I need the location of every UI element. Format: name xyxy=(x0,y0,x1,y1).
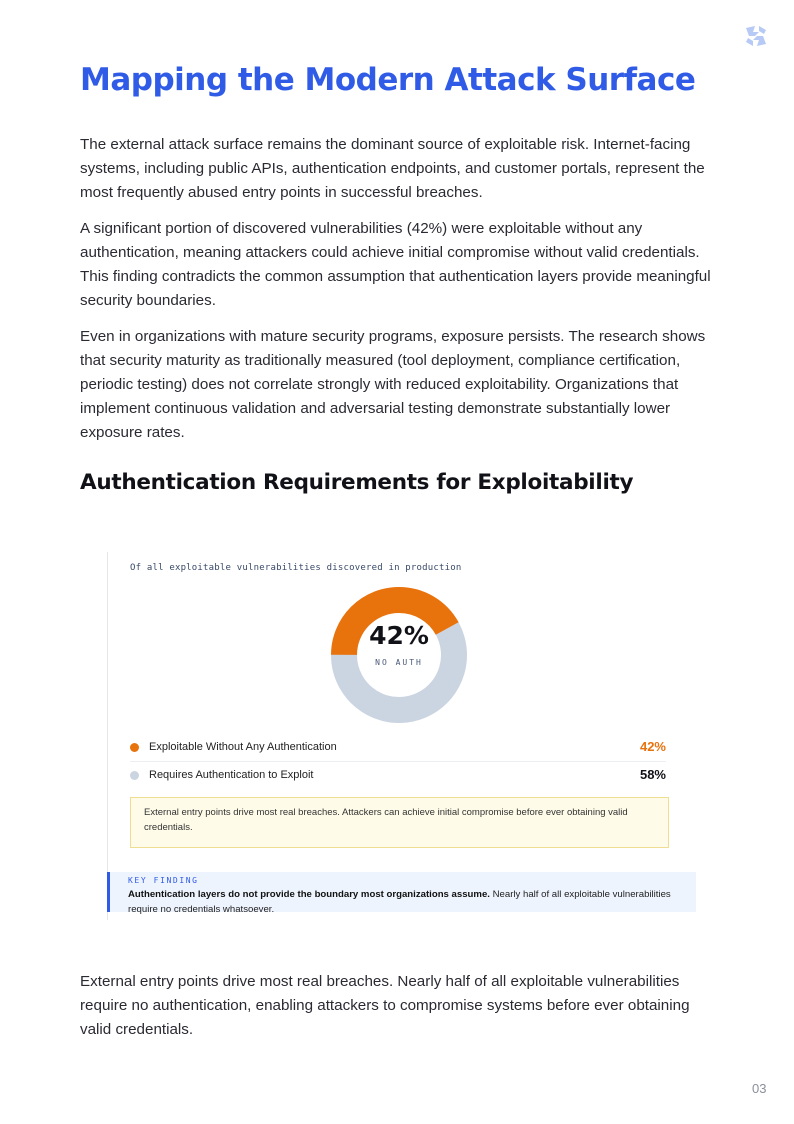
paragraph-2: A significant portion of discovered vulnerabilities (42%) were exploitable without any authentication, meaning attackers could achieve initial compromise without valid credentials. This finding contradicts the common assumption that authentication layers provide meaningful security boundaries. xyxy=(80,220,711,309)
chart-caption: Of all exploitable vulnerabilities discovered in production xyxy=(130,563,462,573)
legend-value: 58% xyxy=(639,767,666,782)
closing-paragraph: External entry points drive most real breaches. Nearly half of all exploitable vulnerabilities require no authentication, enabling attackers to compromise systems before ever obtaining valid credentials. xyxy=(80,973,690,1038)
legend-row-requires-auth xyxy=(130,763,666,789)
key-finding-bold: Authentication layers do not provide the boundary most organizations assume. xyxy=(128,889,490,900)
legend-dot-orange xyxy=(130,743,139,752)
donut-center-label: NO AUTH xyxy=(375,658,423,667)
page-number: 03 xyxy=(752,1081,767,1096)
paragraph-1: The external attack surface remains the dominant source of exploitable risk. Internet-facing systems, including public APIs, authentication endpoints, and customer portals, represent the most frequently abused entry points in successful breaches. xyxy=(80,136,705,201)
chart-panel xyxy=(107,552,688,920)
key-finding-label: KEY FINDING xyxy=(128,876,199,885)
donut-svg xyxy=(330,586,468,724)
donut-center-value: 42% xyxy=(369,621,429,650)
section-heading: Authentication Requirements for Exploitability xyxy=(80,470,634,495)
paragraph-3: Even in organizations with mature security programs, exposure persists. The research shows that security maturity as traditionally measured (tool deployment, compliance certification, periodic testing) does not correlate strongly with reduced exploitability. Organizations that implement continuous validation and adversarial testing demonstrate substantially lower exposure rates. xyxy=(80,328,706,441)
legend-label: Requires Authentication to Exploit xyxy=(149,769,314,781)
legend-value: 42% xyxy=(639,739,666,754)
key-finding-rest: Nearly half of all exploitable vulnerabilities require no credentials whatsoever. xyxy=(128,889,671,915)
page-title: Mapping the Modern Attack Surface xyxy=(80,62,696,98)
key-finding-text xyxy=(128,887,696,917)
callout-note: External entry points drive most real breaches. Attackers can achieve initial compromise before ever obtaining valid credentials. xyxy=(130,797,669,848)
company-logo-icon xyxy=(743,23,769,49)
donut-chart xyxy=(330,586,468,724)
legend-label: Exploitable Without Any Authentication xyxy=(149,741,337,753)
legend-row-no-auth xyxy=(130,735,666,762)
legend-dot-gray xyxy=(130,771,139,780)
key-finding-box xyxy=(107,872,696,915)
